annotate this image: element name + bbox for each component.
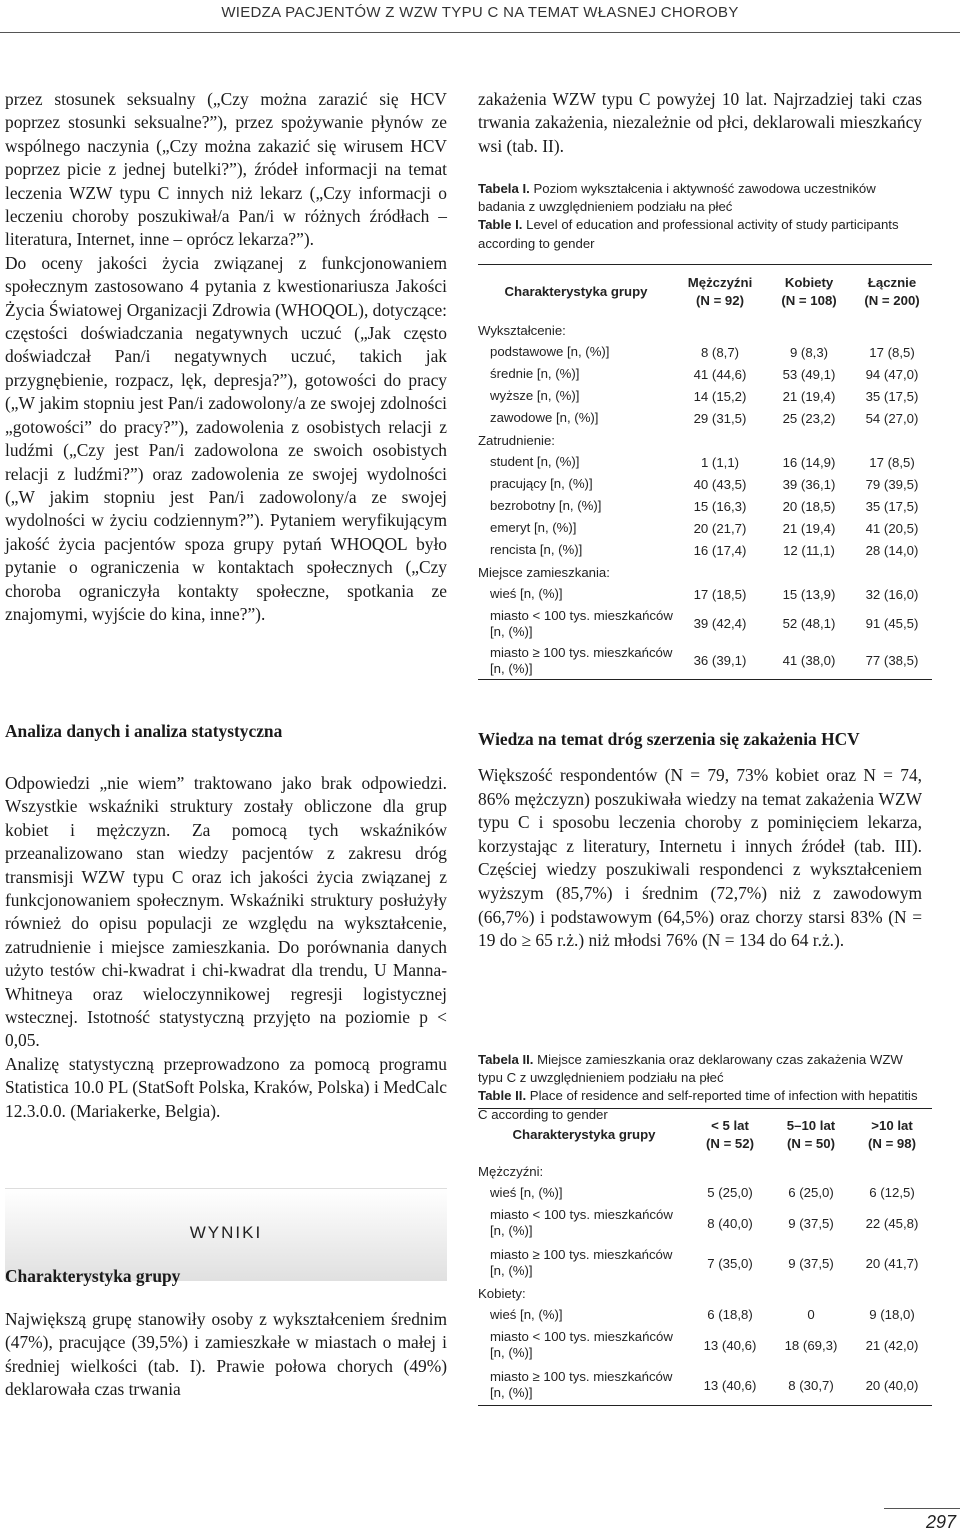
table-1-header: Łącznie (N = 200) [864,275,920,308]
results-section-label: WYNIKI [189,1223,263,1242]
table-cell: 16 (17,4) [693,542,747,558]
table-2-header: Charakterystyka grupy [512,1127,656,1142]
table-row [478,1182,932,1203]
table-cell: 25 (23,2) [782,410,836,426]
analysis-paragraph-1: Odpowiedzi „nie wiem” traktowano jako brak odpowiedzi. Wszystkie wskaźniki struktury zostały obliczone dla grup kobiet i mężczyzn. Za pomocą tych wskaźników przeanalizowano stan wiedzy pacjentów z zakresu dróg transmisji WZW typu C oraz ich jakości życia związanej z funkcjonowaniem społecznym. Wskaźniki struktury posłużyły również do opisu populacji ze względu na wykształcenie, zatrudnienie i miejsce zamieszkania. Do porównania danych użyto testów chi-kwadrat i chi-kwadrat dla trendu, U Manna-Whitneya oraz wieloczynnikowej regresji logistycznej wstecznej. Istotność statystyczną przyjęto na poziomie p < 0,05. [5,773,447,1051]
table-row-label: zawodowe [n, (%)] [490,410,599,425]
knowledge-heading: Wiedza na temat dróg szerzenia się zakażenia HCV [478,729,860,749]
table-cell: 35 (17,5) [865,498,919,514]
table-cell: 28 (14,0) [865,542,919,558]
table-cell: 8 (8,7) [700,344,740,360]
table-row [478,495,932,517]
running-title: WIEDZA PACJENTÓW Z WZW TYPU C NA TEMAT WŁASNEJ CHOROBY [221,4,739,21]
methods-paragraph-2: Do oceny jakości życia związanej z funkcjonowaniem społecznym zastosowano 4 pytania z kwestionariusza Jakości Życia Światowej Organizacji Zdrowia (WHOQOL), dotyczące: częstości doświadczania negatywnych uczuć („Jak często doświadczał Pan/i negatywnych uczuć, takich jak przygnębienie, rozpacz, lęk, depresja?”), gotowości do pracy („W jakim stopniu jest Pan/i zadowolony/a ze swojej zdolności „gotowości” do pracy?”), zadowolenia z osobistych relacji z ludźmi („Czy jest Pan/i zadowolona ze swoich osobistych relacji z ludźmi?”) oraz zadowolenia ze swojej wydolności („W jakim stopniu jest Pan/i zadowolony/a ze swojej wydolności w życiu codziennym?”). Pytaniem weryfikującym jakość życia pacjentów spoza grupy pytań WHOQOL było pytanie o ograniczenia w kontaktach społecznych („Czy choroba ograniczyła kontakty społeczne, spotkania ze znajomymi, wyjście do kina, inne?”). [5,252,448,624]
table-cell: 35 (17,5) [865,388,919,404]
table-cell: 21 (42,0) [865,1337,919,1353]
table-cell: 29 (31,5) [693,410,747,426]
table-row [478,473,932,495]
table-row-label: student [n, (%)] [490,454,580,469]
table-2 [478,1108,932,1406]
table-cell: 40 (43,5) [693,476,747,492]
table-row [478,341,932,363]
table-cell: 18 (69,3) [784,1337,838,1353]
table-cell: 9 (37,5) [788,1255,834,1271]
table-1-label-en: Table I. [478,217,523,233]
table-row [478,605,932,642]
results-paragraph-1: zakażenia WZW typu C powyżej 10 lat. Najrzadziej taki czas trwania zakażenia, niezależnie od płci, deklarowali mieszkańcy wsi (tab. II). [478,89,922,156]
table-cell: 15 (13,9) [782,586,836,602]
table-row-label: wieś [n, (%)] [490,586,563,601]
group-characteristics-heading: Charakterystyka grupy [5,1266,181,1286]
right-column [478,88,922,1428]
table-cell: 15 (16,3) [693,498,747,514]
table-cell: 8 (30,7) [788,1377,834,1393]
table-row-label: bezrobotny [n, (%)] [490,498,602,513]
table-row-label: miasto ≥ 100 tys. mieszkańców [n, (%)] [490,1369,673,1400]
table-cell: 6 (18,8) [707,1307,753,1322]
table-cell: 20 (40,0) [865,1377,919,1393]
table-row [478,1243,932,1283]
table-row [478,429,932,451]
table-row [478,363,932,385]
table-row [478,385,932,407]
table-cell: 21 (19,4) [782,388,836,404]
table-cell: 13 (40,6) [703,1337,757,1353]
table-row-label: wieś [n, (%)] [490,1306,563,1322]
table-row [478,1365,932,1405]
header-rule [0,32,960,33]
table-cell: 17 (8,5) [869,454,915,470]
table-cell: 39 (42,4) [693,616,747,631]
table-cell: 9 (37,5) [788,1215,834,1231]
table-row [478,1283,932,1304]
table-cell: 17 (18,5) [693,586,747,602]
table-row [478,451,932,473]
table-row [478,1203,932,1243]
table-cell: 39 (36,1) [782,476,836,492]
table-cell: 1 (1,1) [700,454,740,470]
table-row-label: wyższe [n, (%)] [490,388,580,403]
table-cell: 20 (18,5) [782,498,836,514]
table-cell: 52 (48,1) [782,616,836,631]
table-1-label-pl: Tabela I. [478,181,530,196]
table-2-label-pl: Tabela II. [478,1052,534,1067]
table-cell: 12 (11,1) [783,542,835,558]
table-group-label: Kobiety: [478,1286,526,1301]
group-characteristics-paragraph: Największą grupę stanowiły osoby z wykształceniem średnim (47%), pracujące (39,5%) i zamieszkałe w miastach o małej i średniej wielkości (tab. I). Prawie połowa chorych (49%) deklarowała czas trwania [5,1309,447,1400]
table-cell: 0 [807,1307,815,1322]
table-row-label: podstawowe [n, (%)] [490,344,610,359]
table-cell: 6 (25,0) [788,1185,834,1200]
running-header [0,0,960,32]
table-row-label: rencista [n, (%)] [490,542,583,557]
methods-paragraph-1: przez stosunek seksualny („Czy można zarazić się HCV poprzez stosunki seksualne?”), przez spożywanie płynów ze wspólnego naczynia („Czy można zakazić się wirusem HCV poprzez picie z jednej butelki?”), źródeł informacji na temat leczenia WZW typu C innych niż lekarz („Czy informacji o leczeniu choroby poszukiwał/a Pan/i w różnych źródłach – literatura, Internet, inne – oprócz lekarza?”). [5,89,447,250]
table-row [478,561,932,583]
table-row [478,319,932,341]
table-1-header: Kobiety (N = 108) [781,275,837,308]
table-row-label: miasto ≥ 100 tys. mieszkańców [n, (%)] [490,1247,673,1278]
table-cell: 16 (14,9) [782,454,836,470]
table-row-label: pracujący [n, (%)] [490,476,593,491]
analysis-heading: Analiza danych i analiza statystyczna [5,721,283,741]
table-group-label: Zatrudnienie: [478,432,555,448]
table-cell: 6 (12,5) [869,1185,915,1200]
table-cell: 17 (8,5) [869,344,915,360]
table-cell: 20 (21,7) [693,520,747,536]
table-row-label: miasto < 100 tys. mieszkańców [n, (%)] [490,607,673,639]
table-1-caption [478,180,922,253]
table-cell: 7 (35,0) [707,1255,753,1271]
table-group-label: Mężczyźni: [478,1164,544,1179]
table-cell: 14 (15,2) [693,388,747,404]
table-group-label: Miejsce zamieszkania: [478,564,610,580]
table-cell: 9 (8,3) [789,344,829,360]
table-row-label: miasto < 100 tys. mieszkańców [n, (%)] [490,1329,673,1360]
table-row-label: średnie [n, (%)] [490,366,580,381]
table-cell: 20 (41,7) [865,1255,919,1271]
table-cell: 41 (38,0) [782,653,836,668]
table-cell: 22 (45,8) [865,1215,919,1231]
table-cell: 77 (38,5) [865,653,919,668]
table-row [478,1161,932,1182]
table-cell: 41 (44,6) [693,366,747,382]
analysis-paragraph-2: Analizę statystyczną przeprowadzono za pomocą programu Statistica 10.0 PL (StatSoft Polska, Kraków, Polska) i MedCalc 12.3.0.0. (Mariakerke, Belgia). [5,1053,447,1121]
table-cell: 5 (25,0) [707,1185,753,1200]
table-cell: 9 (18,0) [869,1307,915,1322]
table-group-label: Wykształcenie: [478,322,566,338]
table-cell: 91 (45,5) [865,616,919,631]
table-row [478,1304,932,1325]
table-row [478,642,932,679]
table-1-header: Mężczyźni (N = 92) [687,275,753,308]
table-2-label-en: Table II. [478,1088,527,1104]
table-2-caption-pl: Miejsce zamieszkania oraz deklarowany czas zakażenia WZW typu C z uwzględnieniem podziału na płeć [478,1052,903,1086]
table-row [478,517,932,539]
table-cell: 54 (27,0) [865,410,919,426]
table-row [478,583,932,605]
table-cell: 13 (40,6) [703,1377,757,1393]
table-cell: 94 (47,0) [865,366,919,382]
knowledge-paragraph: Większość respondentów (N = 79, 73% kobiet oraz N = 74, 86% mężczyzn) poszukiwała wiedzy na temat zakażenia WZW typu C i sposobu leczenia choroby z pominięciem lekarza, korzystając z literatury, Internetu i innych źródeł (tab. III). Częściej wiedzy poszukiwali respondenci z wykształceniem wyższym (85,7%) i średnim (72,7%) niż z zawodowym (66,7%) i podstawowym (64,5%) oraz chorzy starsi 83% (N = 19 do ≥ 65 r.ż.) niż młodsi 76% (N = 134 do 64 r.ż.). [478,765,922,951]
table-1-caption-pl: Poziom wykształcenia i aktywność zawodowa uczestników badania z uwzględnieniem podziału na płeć [478,181,876,215]
table-row-label: miasto ≥ 100 tys. mieszkańców [n, (%)] [490,644,673,676]
table-cell: 8 (40,0) [707,1215,753,1231]
table-1 [478,264,932,680]
table-cell: 79 (39,5) [865,476,919,492]
table-row [478,407,932,429]
table-1-caption-en: Level of education and professional activity of study participants according to gender [478,217,899,251]
table-row [478,1325,932,1365]
table-cell: 53 (49,1) [782,366,836,382]
table-row-label: emeryt [n, (%)] [490,520,577,535]
table-2-caption-en: Place of residence and self-reported time of infection with hepatitis C according to gender [478,1088,918,1122]
table-2-header: 5–10 lat (N = 50) [786,1118,836,1151]
table-row-label: wieś [n, (%)] [490,1184,563,1200]
table-row-label: miasto < 100 tys. mieszkańców [n, (%)] [490,1207,673,1238]
table-cell: 41 (20,5) [865,520,919,536]
page-number: 297 [925,1512,956,1532]
table-cell: 32 (16,0) [865,586,919,602]
table-cell: 21 (19,4) [782,520,836,536]
footer-rule [884,1508,960,1509]
table-2-header: < 5 lat (N = 52) [705,1118,754,1151]
table-cell: 36 (39,1) [693,653,747,668]
table-2-header: >10 lat (N = 98) [867,1118,916,1151]
table-row [478,539,932,561]
table-1-header: Charakterystyka grupy [504,284,648,299]
left-column [5,88,447,1428]
